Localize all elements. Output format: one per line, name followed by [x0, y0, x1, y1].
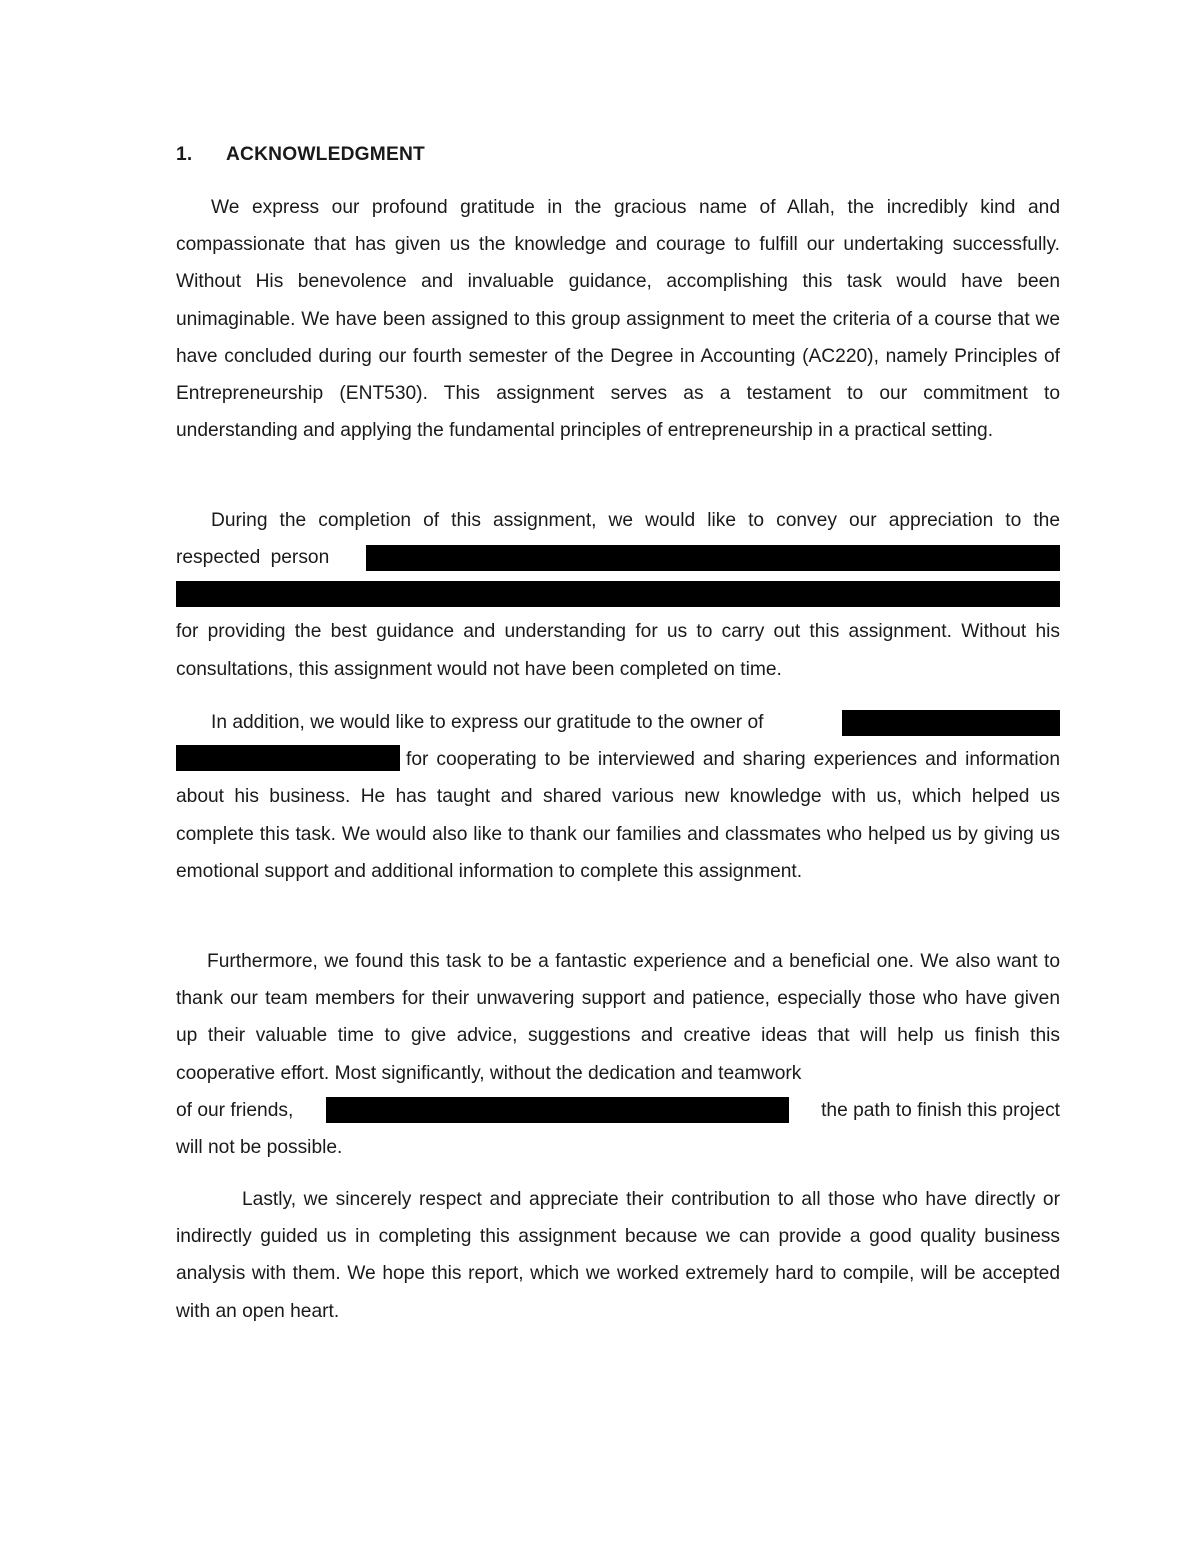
paragraph-2-continuation: for providing the best guidance and understanding for us to carry out this assignment. Without his consultations, this assignment would not have been completed on time. — [176, 621, 1060, 680]
respected-person-label: respected person — [176, 547, 330, 569]
paragraph-3-line-1 — [176, 704, 1060, 741]
paragraph-1: We express our profound gratitude in the gracious name of Allah, the incredibly kind and compassionate that has given us the knowledge and courage to fulfill our undertaking successfully. Without His benevolence and invaluable guidance, accomplishing this task would have been unimaginable. We have been assigned to this group assignment to meet the criteria of a course that we have concluded during our fourth semester of the Degree in Accounting (AC220), namely Principles of Entrepreneurship (ENT530). This assignment serves as a testament to our commitment to understanding and applying the fundamental principles of entrepreneurship in a practical setting. — [176, 197, 1060, 442]
paragraph-3 — [176, 704, 1060, 890]
friends-label: of our friends, — [176, 1099, 294, 1121]
paragraph-2-line-2 — [176, 539, 1060, 576]
paragraph-2-line-1: During the completion of this assignment, we would like to convey our appreciation to the — [211, 510, 1060, 531]
paragraph-4-redaction-line — [176, 1092, 1060, 1129]
paragraph-3-lead: In addition, we would like to express our gratitude to the owner of — [211, 712, 764, 733]
paragraph-4-body: Furthermore, we found this task to be a fantastic experience and a beneficial one. We also want to thank our team members for their unwavering support and patience, especially those who have given up their valuable time to give advice, suggestions and creative ideas that will help us finish this cooperative effort. Most significantly, without the dedication and teamwork — [176, 951, 1060, 1084]
section-heading — [176, 136, 425, 173]
redaction-bar — [176, 745, 400, 771]
paragraph-4-continuation: the path to finish this project — [821, 1099, 1060, 1121]
section-title: ACKNOWLEDGMENT — [226, 144, 425, 165]
paragraph-3-continuation: for cooperating to be interviewed and sharing experiences and information about his business. He has taught and shared various new knowledge with us, which helped us complete this task. We would also like to thank our families and classmates who helped us by giving us emotional support and additional information to complete this assignment. — [176, 749, 1060, 882]
paragraph-4-end: will not be possible. — [176, 1137, 343, 1158]
section-number: 1. — [176, 144, 193, 165]
redaction-bar — [366, 545, 1060, 571]
paragraph-3-body — [176, 741, 1060, 890]
paragraph-2 — [176, 502, 1060, 688]
redaction-bar — [176, 581, 1060, 607]
paragraph-4 — [176, 943, 1060, 1166]
redaction-bar — [842, 710, 1060, 736]
redaction-bar — [326, 1097, 789, 1123]
paragraph-5: Lastly, we sincerely respect and appreciate their contribution to all those who have directly or indirectly guided us in completing this assignment because we can provide a good quality business analysis with them. We hope this report, which we worked extremely hard to compile, will be accepted with an open heart. — [176, 1189, 1060, 1322]
